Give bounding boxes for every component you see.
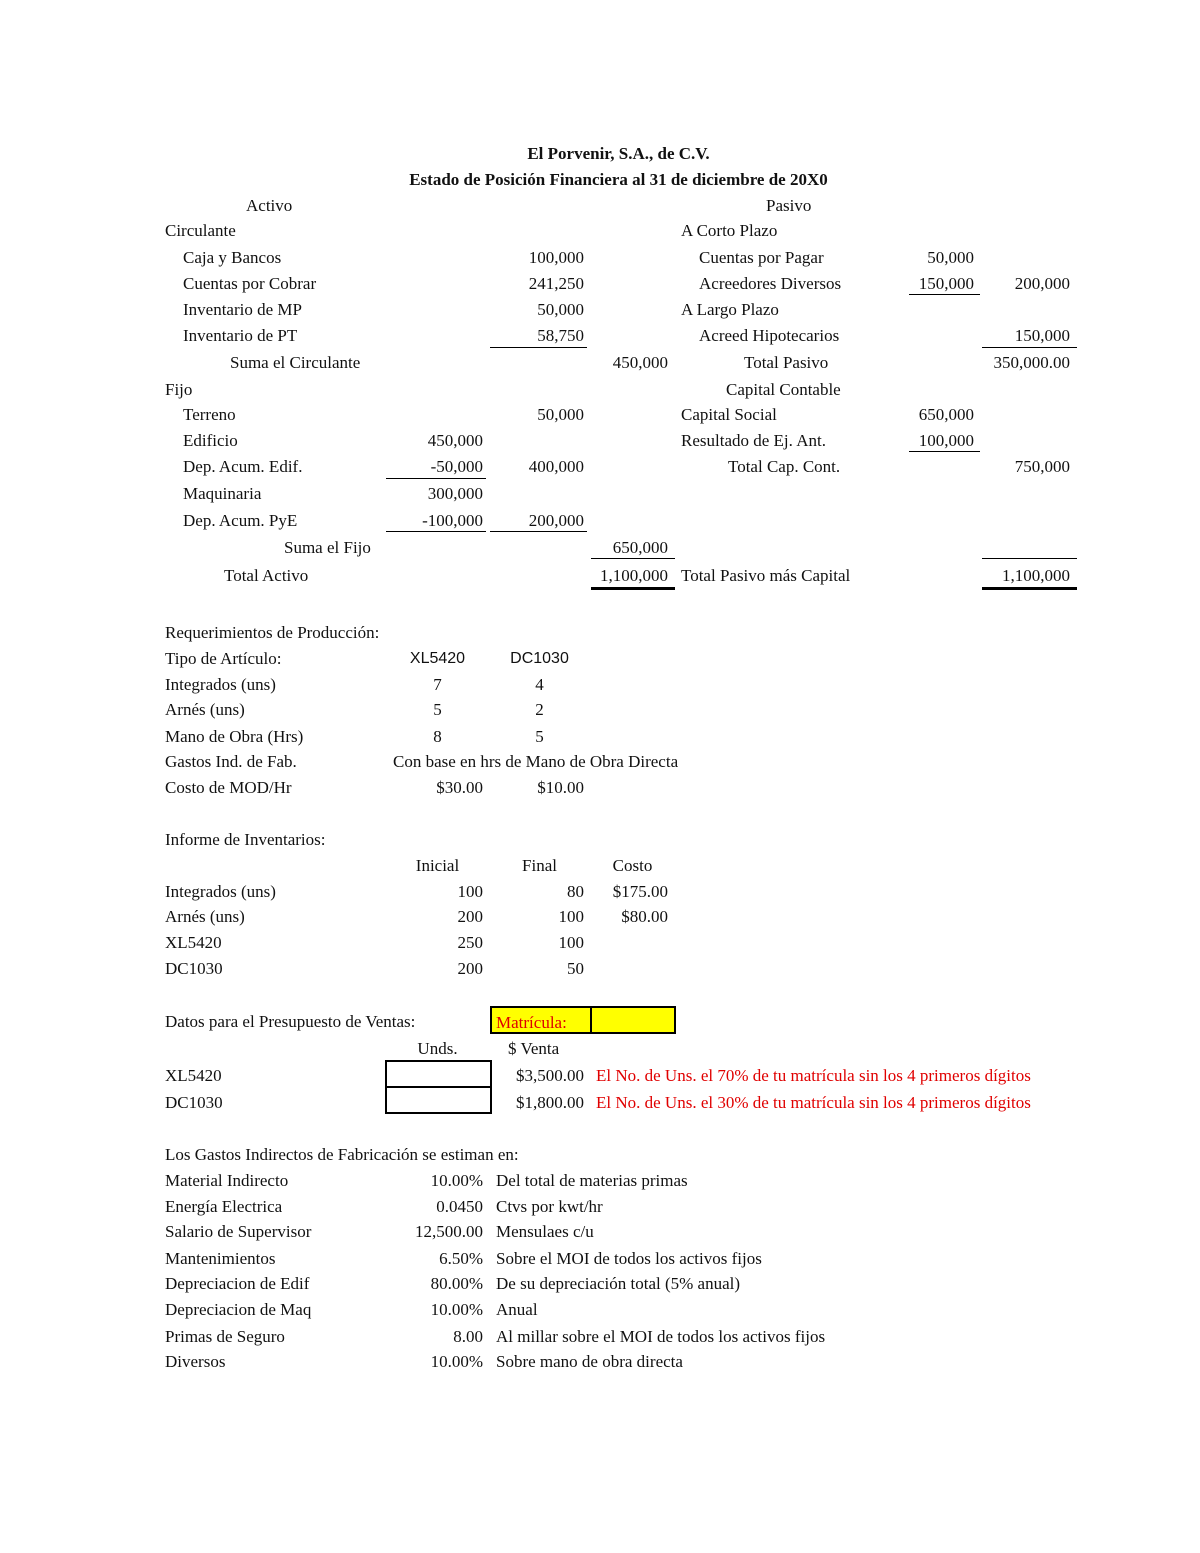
inv-header-inicial: Inicial: [415, 856, 460, 875]
underline: [386, 531, 486, 532]
req-integrados-xl: 7: [433, 675, 442, 694]
gif-row-desc: Sobre mano de obra directa: [496, 1352, 683, 1371]
edificio-value: 450,000: [427, 431, 483, 450]
total-pasivo-value: 350,000.00: [993, 353, 1070, 372]
matricula-input[interactable]: [590, 1006, 676, 1034]
acreed-hipotecarios-value: 150,000: [1014, 326, 1070, 345]
inventario-pt-value: 58,750: [537, 326, 584, 345]
cuentas-pagar-label: Cuentas por Pagar: [699, 248, 824, 267]
costo-mod-label: Costo de MOD/Hr: [165, 778, 292, 797]
activo-heading: Activo: [246, 196, 293, 215]
dep-pye-label: Dep. Acum. PyE: [183, 511, 298, 530]
total-activo-value: 1,100,000: [600, 566, 668, 585]
capital-social-value: 650,000: [918, 405, 974, 424]
ventas-xl5420-price: $3,500.00: [516, 1066, 584, 1085]
caja-bancos-value: 100,000: [528, 248, 584, 267]
underline: [982, 347, 1077, 348]
terreno-value: 50,000: [537, 405, 584, 424]
inv-xl5420-inicial: 250: [457, 933, 483, 952]
inv-arnes-inicial: 200: [457, 907, 483, 926]
acreedores-label: Acreedores Diversos: [699, 274, 842, 293]
edificio-label: Edificio: [183, 431, 238, 450]
req-arnes-dc: 2: [535, 700, 544, 719]
underline: [591, 558, 675, 559]
gif-row-label: Energía Electrica: [165, 1197, 283, 1216]
acreedores-value: 150,000: [918, 274, 974, 293]
maquinaria-label: Maquinaria: [183, 484, 262, 503]
gif-row-desc: Mensulaes c/u: [496, 1222, 594, 1241]
acreed-hipotecarios-label: Acreed Hipotecarios: [699, 326, 840, 345]
gif-row-value: 0.0450: [436, 1197, 483, 1216]
underline: [490, 531, 587, 532]
underline: [909, 451, 980, 452]
inv-arnes-final: 100: [558, 907, 584, 926]
req-mano-obra-label: Mano de Obra (Hrs): [165, 727, 304, 746]
req-mano-obra-xl: 8: [433, 727, 442, 746]
inventario-pt-label: Inventario de PT: [183, 326, 298, 345]
inv-integrados-final: 80: [567, 882, 584, 901]
ventas-header-venta: $ Venta: [508, 1039, 560, 1058]
underline: [982, 558, 1077, 559]
total-pasivo-label: Total Pasivo: [744, 353, 829, 372]
gastos-ind-label: Gastos Ind. de Fab.: [165, 752, 297, 771]
fijo-label: Fijo: [165, 380, 193, 399]
ventas-xl5420-label: XL5420: [165, 1066, 222, 1085]
underline: [490, 347, 587, 348]
gif-row-label: Mantenimientos: [165, 1249, 276, 1268]
inv-integrados-inicial: 100: [457, 882, 483, 901]
ventas-xl5420-note: El No. de Uns. el 70% de tu matrícula sin los 4 primeros dígitos: [596, 1066, 1031, 1085]
suma-fijo-value: 650,000: [612, 538, 668, 557]
gif-row-label: Material Indirecto: [165, 1171, 289, 1190]
req-arnes-xl: 5: [433, 700, 442, 719]
gif-row-value: 12,500.00: [415, 1222, 483, 1241]
corto-plazo-total: 200,000: [1014, 274, 1070, 293]
pasivo-heading: Pasivo: [766, 196, 812, 215]
inv-xl5420-label: XL5420: [165, 933, 222, 952]
gif-row-desc: Ctvs por kwt/hr: [496, 1197, 603, 1216]
ventas-header-unds: Unds.: [417, 1039, 458, 1058]
cuentas-cobrar-value: 241,250: [528, 274, 584, 293]
cuentas-cobrar-label: Cuentas por Cobrar: [183, 274, 317, 293]
req-integrados-dc: 4: [535, 675, 544, 694]
company-name: El Porvenir, S.A., de C.V.: [527, 144, 710, 163]
inv-dc1030-inicial: 200: [457, 959, 483, 978]
total-pasivo-capital-label: Total Pasivo más Capital: [681, 566, 851, 585]
ventas-dc1030-price: $1,800.00: [516, 1093, 584, 1112]
total-capital-value: 750,000: [1014, 457, 1070, 476]
inv-header-costo: Costo: [612, 856, 653, 875]
double-underline: [591, 587, 675, 590]
dep-pye-value: -100,000: [422, 511, 483, 530]
gif-row-desc: Sobre el MOI de todos los activos fijos: [496, 1249, 762, 1268]
inv-arnes-label: Arnés (uns): [165, 907, 245, 926]
suma-circulante-value: 450,000: [612, 353, 668, 372]
inv-integrados-costo: $175.00: [612, 882, 668, 901]
inv-arnes-costo: $80.00: [621, 907, 668, 926]
gif-row-value: 10.00%: [430, 1300, 483, 1319]
underline: [909, 294, 980, 295]
dep-edif-value: -50,000: [430, 457, 483, 476]
inventario-mp-label: Inventario de MP: [183, 300, 302, 319]
cuentas-pagar-value: 50,000: [927, 248, 974, 267]
total-capital-label: Total Cap. Cont.: [728, 457, 841, 476]
dep-edif-label: Dep. Acum. Edif.: [183, 457, 303, 476]
suma-circulante-label: Suma el Circulante: [230, 353, 361, 372]
gastos-ind-value: Con base en hrs de Mano de Obra Directa: [393, 752, 679, 771]
gif-row-label: Diversos: [165, 1352, 226, 1371]
req-arnes-label: Arnés (uns): [165, 700, 245, 719]
ventas-dc1030-note: El No. de Uns. el 30% de tu matrícula sin los 4 primeros dígitos: [596, 1093, 1031, 1112]
gif-row-value: 80.00%: [430, 1274, 483, 1293]
gif-row-desc: Al millar sobre el MOI de todos los activos fijos: [496, 1327, 826, 1346]
col-dc1030: DC1030: [510, 650, 569, 667]
caja-bancos-label: Caja y Bancos: [183, 248, 282, 267]
ventas-dc1030-label: DC1030: [165, 1093, 223, 1112]
total-pasivo-capital-value: 1,100,000: [1002, 566, 1070, 585]
gif-row-label: Primas de Seguro: [165, 1327, 285, 1346]
inv-integrados-label: Integrados (uns): [165, 882, 276, 901]
capital-social-label: Capital Social: [681, 405, 777, 424]
gif-row-desc: Del total de materias primas: [496, 1171, 688, 1190]
ventas-title: Datos para el Presupuesto de Ventas:: [165, 1012, 416, 1031]
tipo-articulo-label: Tipo de Artículo:: [165, 649, 282, 668]
inv-xl5420-final: 100: [558, 933, 584, 952]
gif-row-label: Depreciacion de Maq: [165, 1300, 312, 1319]
ventas-xl5420-unds-input[interactable]: [385, 1060, 492, 1088]
inv-dc1030-label: DC1030: [165, 959, 223, 978]
circulante-label: Circulante: [165, 221, 236, 240]
produccion-title: Requerimientos de Producción:: [165, 623, 380, 642]
matricula-label: Matrícula:: [496, 1013, 567, 1032]
inv-dc1030-final: 50: [567, 959, 584, 978]
gif-row-value: 10.00%: [430, 1171, 483, 1190]
gif-row-desc: De su depreciación total (5% anual): [496, 1274, 741, 1293]
req-integrados-label: Integrados (uns): [165, 675, 276, 694]
matricula-label-cell: [490, 1006, 592, 1034]
total-activo-label: Total Activo: [224, 566, 309, 585]
largo-plazo-label: A Largo Plazo: [681, 300, 779, 319]
gif-row-value: 10.00%: [430, 1352, 483, 1371]
gif-title: Los Gastos Indirectos de Fabricación se estiman en:: [165, 1145, 519, 1164]
dep-pye-net: 200,000: [528, 511, 584, 530]
inventario-mp-value: 50,000: [537, 300, 584, 319]
col-xl5420: XL5420: [409, 650, 466, 667]
gif-row-label: Salario de Supervisor: [165, 1222, 312, 1241]
capital-contable-label: Capital Contable: [726, 380, 841, 399]
inventarios-title: Informe de Inventarios:: [165, 830, 326, 849]
costo-mod-dc: $10.00: [537, 778, 584, 797]
ventas-dc1030-unds-input[interactable]: [385, 1086, 492, 1114]
maquinaria-value: 300,000: [427, 484, 483, 503]
underline: [386, 478, 486, 479]
suma-fijo-label: Suma el Fijo: [284, 538, 371, 557]
req-mano-obra-dc: 5: [535, 727, 544, 746]
corto-plazo-label: A Corto Plazo: [681, 221, 778, 240]
terreno-label: Terreno: [183, 405, 236, 424]
dep-edif-net: 400,000: [528, 457, 584, 476]
inv-header-final: Final: [522, 856, 557, 875]
resultado-label: Resultado de Ej. Ant.: [681, 431, 826, 450]
gif-row-value: 6.50%: [439, 1249, 483, 1268]
resultado-value: 100,000: [918, 431, 974, 450]
double-underline: [982, 587, 1077, 590]
gif-row-value: 8.00: [453, 1327, 483, 1346]
gif-row-label: Depreciacion de Edif: [165, 1274, 310, 1293]
statement-title: Estado de Posición Financiera al 31 de diciembre de 20X0: [409, 170, 828, 189]
gif-row-desc: Anual: [496, 1300, 538, 1319]
costo-mod-xl: $30.00: [436, 778, 483, 797]
